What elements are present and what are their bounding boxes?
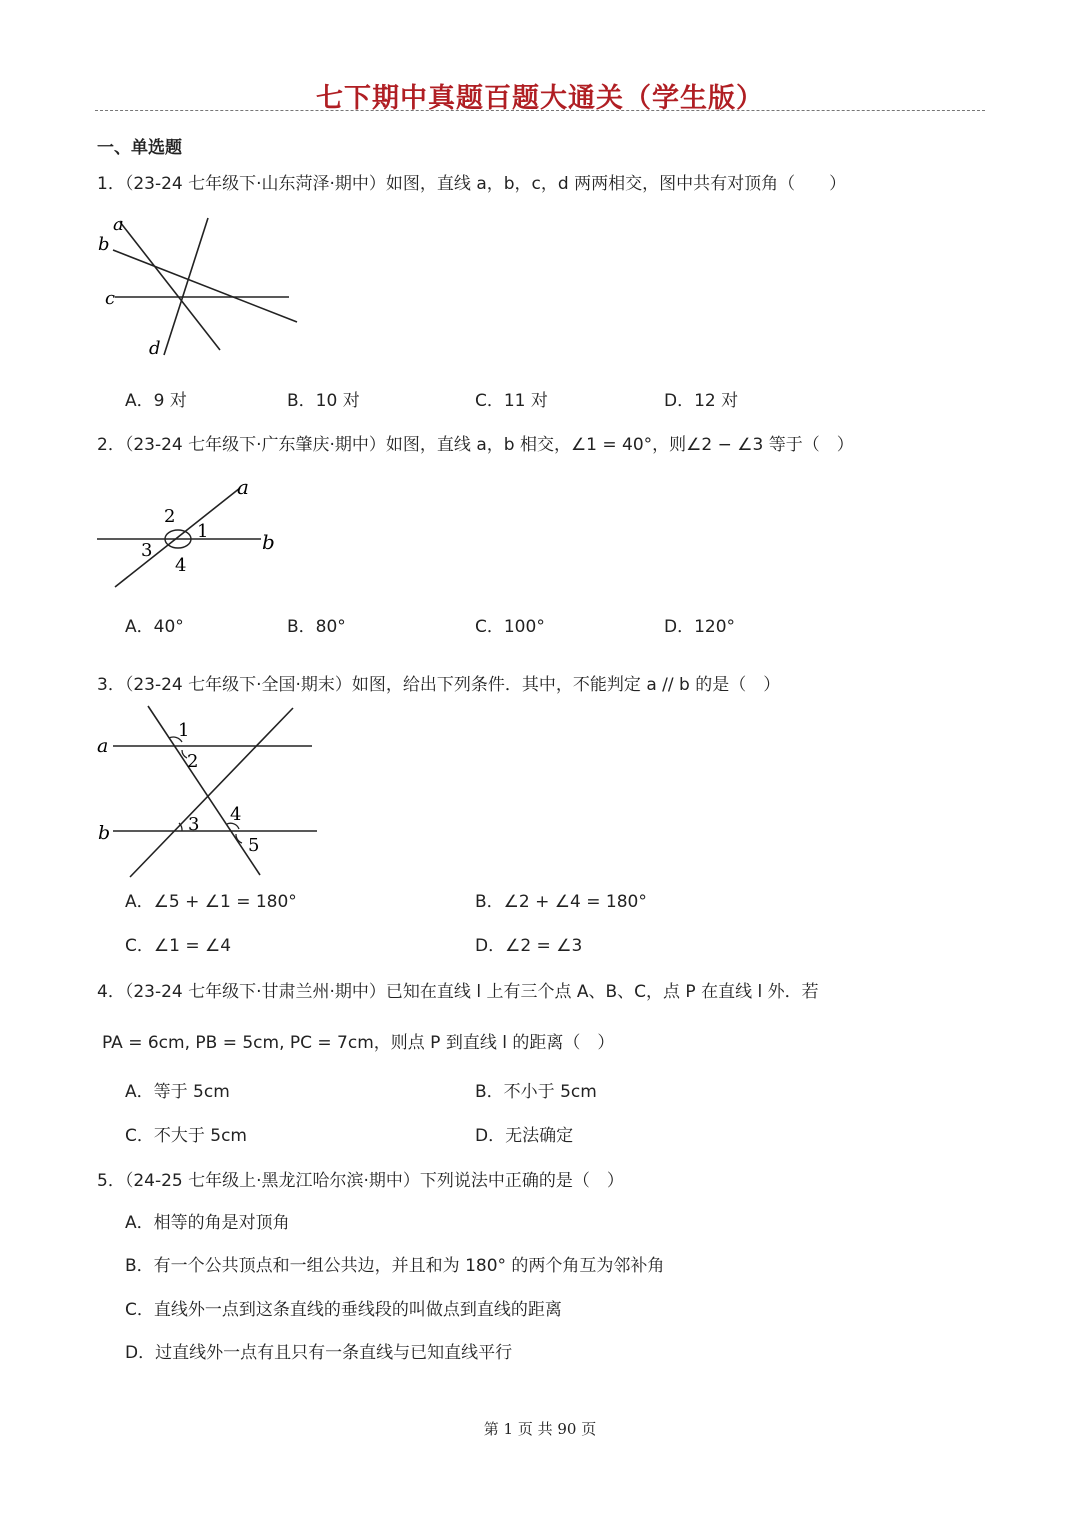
label-a: a: [113, 214, 124, 235]
q5-option-a[interactable]: A．相等的角是对顶角: [125, 1213, 290, 1233]
question-1-figure: [95, 210, 305, 360]
line-b: [113, 250, 297, 322]
q2-option-b[interactable]: B．80°: [287, 617, 346, 637]
q1-option-b[interactable]: B．10 对: [287, 391, 360, 411]
q5-option-b[interactable]: B．有一个公共顶点和一组公共边，并且和为 180° 的两个角互为邻补角: [125, 1256, 665, 1276]
angle-1-label: 1: [178, 720, 190, 741]
transversal-2: [130, 708, 293, 877]
angle-1-label: 1: [197, 521, 209, 542]
question-1-text: 1．（23-24 七年级下·山东菏泽·期中）如图，直线 a，b，c，d 两两相交，图中共有对顶角（ ）: [97, 174, 847, 194]
question-2-figure: [95, 474, 295, 594]
question-3-figure: [95, 702, 325, 882]
angle-5-arc: [236, 834, 242, 843]
q3-option-c[interactable]: C．∠1 = ∠4: [125, 936, 232, 956]
q2-option-c[interactable]: C．100°: [475, 617, 545, 637]
label-b: b: [98, 234, 110, 255]
title-divider: [95, 110, 985, 111]
angle-3-label: 3: [188, 814, 200, 835]
q5-option-c[interactable]: C．直线外一点到这条直线的垂线段的叫做点到直线的距离: [125, 1300, 562, 1320]
question-4-line2: PA = 6cm, PB = 5cm, PC = 7cm，则点 P 到直线 l 的距离（ ）: [102, 1033, 615, 1053]
label-b: b: [262, 530, 275, 554]
label-c: c: [105, 288, 116, 309]
q1-option-c[interactable]: C．11 对: [475, 391, 548, 411]
question-2-text: 2．（23-24 七年级下·广东肇庆·期中）如图，直线 a，b 相交，∠1 = 40°，则∠2 − ∠3 等于（ ）: [97, 435, 854, 455]
transversal-1: [148, 706, 260, 875]
q5-option-d[interactable]: D．过直线外一点有且只有一条直线与已知直线平行: [125, 1343, 513, 1363]
angle-2-label: 2: [164, 506, 176, 527]
label-a: a: [237, 475, 249, 499]
q3-option-a[interactable]: A．∠5 + ∠1 = 180°: [125, 892, 297, 912]
label-b: b: [98, 822, 111, 844]
question-4-text: 4．（23-24 七年级下·甘肃兰州·期中）已知在直线 l 上有三个点 A、B、C，点 P 在直线 l 外．若: [97, 982, 819, 1002]
q4-option-d[interactable]: D．无法确定: [475, 1126, 574, 1146]
angle-4-label: 4: [230, 804, 242, 825]
q4-option-b[interactable]: B．不小于 5cm: [475, 1082, 597, 1102]
angle-3-label: 3: [141, 540, 153, 561]
q2-option-a[interactable]: A．40°: [125, 617, 184, 637]
q2-option-d[interactable]: D．120°: [664, 617, 736, 637]
angle-4-label: 4: [175, 555, 187, 576]
q3-option-d[interactable]: D．∠2 = ∠3: [475, 936, 583, 956]
label-a: a: [97, 735, 109, 757]
q1-option-a[interactable]: A．9 对: [125, 391, 187, 411]
q3-option-b[interactable]: B．∠2 + ∠4 = 180°: [475, 892, 647, 912]
question-5-text: 5．（24-25 七年级上·黑龙江哈尔滨·期中）下列说法中正确的是（ ）: [97, 1171, 624, 1191]
q4-option-a[interactable]: A．等于 5cm: [125, 1082, 230, 1102]
question-3-text: 3．（23-24 七年级下·全国·期末）如图，给出下列条件．其中，不能判定 a // b 的是（ ）: [97, 675, 781, 695]
page-footer: 第 1 页 共 90 页: [483, 1420, 597, 1438]
angle-5-label: 5: [248, 835, 260, 856]
section-heading: 一、单选题: [97, 138, 182, 158]
q1-option-d[interactable]: D．12 对: [664, 391, 739, 411]
angle-2-label: 2: [187, 751, 199, 772]
label-d: d: [149, 338, 161, 359]
q4-option-c[interactable]: C．不大于 5cm: [125, 1126, 247, 1146]
page-title: 七下期中真题百题大通关（学生版）: [316, 83, 764, 114]
